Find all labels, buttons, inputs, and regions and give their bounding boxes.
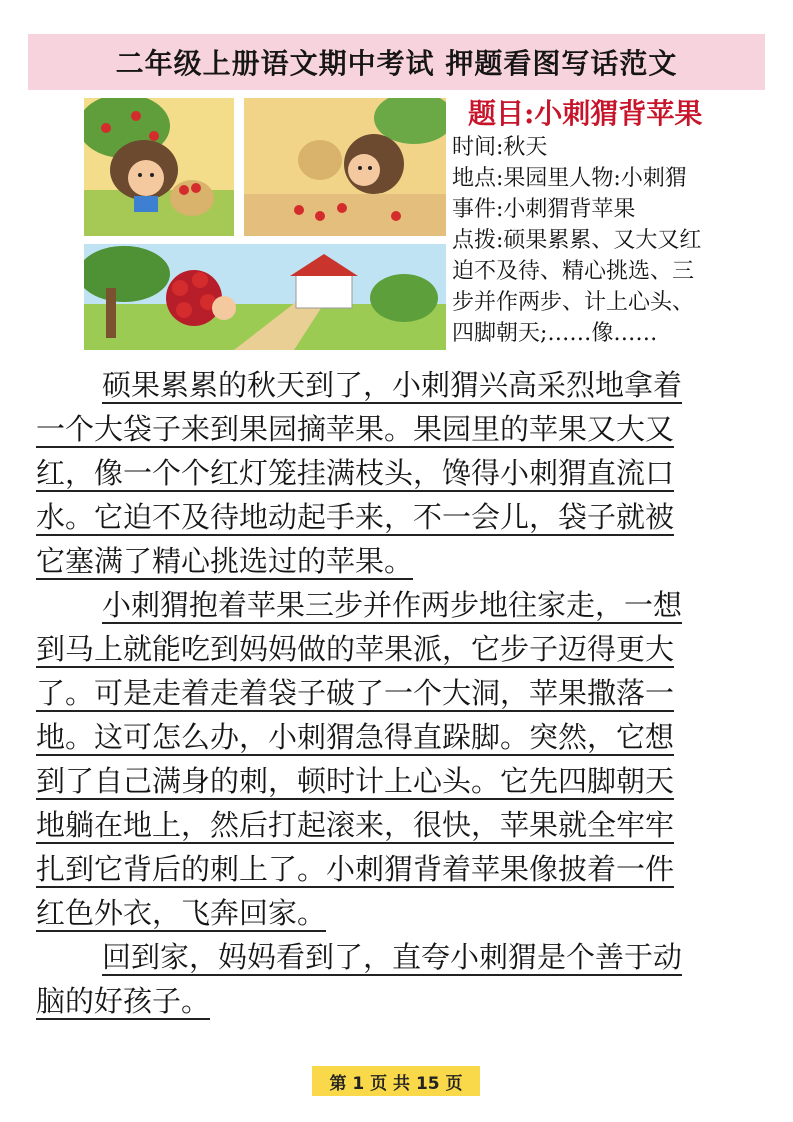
page-counter-label: 第 1 页 共 15 页 — [329, 1073, 463, 1094]
essay-line: 小刺猬抱着苹果三步并作两步地往家走，一想 — [102, 582, 682, 624]
essay-line: 红色外衣，飞奔回家。 — [36, 890, 326, 932]
info-line: 地点:果园里人物:小刺猬 — [452, 166, 687, 191]
hedgehog-illustration — [84, 98, 446, 350]
essay-line: 了。可是走着走着袋子破了一个大洞，苹果撒落一 — [36, 670, 674, 712]
page-title-banner — [28, 34, 765, 90]
info-line: 事件:小刺猬背苹果 — [452, 197, 636, 222]
essay-line: 它塞满了精心挑选过的苹果。 — [36, 538, 413, 580]
essay-line: 扎到它背后的刺上了。小刺猬背着苹果像披着一件 — [36, 846, 674, 888]
page-title: 二年级上册语文期中考试 押题看图写话范文 — [115, 47, 678, 80]
essay-line: 地躺在地上，然后打起滚来，很快，苹果就全牢牢 — [36, 802, 674, 844]
essay-line: 一个大袋子来到果园摘苹果。果园里的苹果又大又 — [36, 406, 674, 448]
essay-line: 水。它迫不及待地动起手来，不一会儿，袋子就被 — [36, 494, 674, 536]
topic-title: 题目:小刺猬背苹果 — [468, 97, 703, 130]
panel-rolling-home — [84, 244, 446, 350]
essay-line: 到马上就能吃到妈妈做的苹果派，它步子迈得更大 — [36, 626, 674, 668]
page-counter — [312, 1066, 480, 1096]
info-line: 四脚朝天;……像…… — [452, 321, 658, 346]
info-line: 迫不及待、精心挑选、三 — [452, 259, 695, 284]
topic-info — [452, 132, 774, 349]
panel-picking-apples — [84, 98, 234, 236]
essay-line: 红，像一个个红灯笼挂满枝头，馋得小刺猬直流口 — [36, 450, 674, 492]
info-line: 时间:秋天 — [452, 135, 548, 160]
essay-line: 地。这可怎么办，小刺猬急得直跺脚。突然，它想 — [36, 714, 674, 756]
info-line: 步并作两步、计上心头、 — [452, 290, 695, 315]
essay-line: 到了自己满身的刺，顿时计上心头。它先四脚朝天 — [36, 758, 674, 800]
essay-line: 硕果累累的秋天到了，小刺猬兴高采烈地拿着 — [102, 362, 682, 404]
essay-body — [36, 362, 760, 1022]
info-line: 点拨:硕果累累、又大又红 — [452, 228, 702, 253]
panel-carrying-bag — [244, 98, 446, 236]
essay-line: 回到家，妈妈看到了，直夸小刺猬是个善于动 — [102, 934, 682, 976]
essay-line: 脑的好孩子。 — [36, 978, 210, 1020]
